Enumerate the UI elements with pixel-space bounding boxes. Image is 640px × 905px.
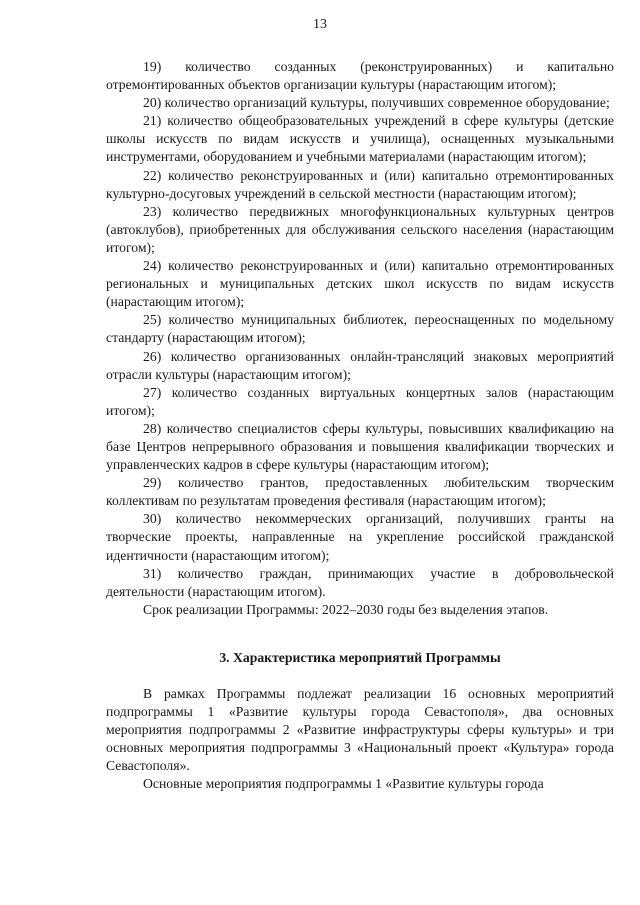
list-item: 25) количество муниципальных библиотек, переоснащенных по модельному стандарту (нарастающим итогом); xyxy=(106,312,614,346)
list-item: 31) количество граждан, принимающих участие в добровольческой деятельности (нарастающим итогом). xyxy=(106,565,614,599)
page-number: 13 xyxy=(313,17,327,32)
list-item: 26) количество организованных онлайн-трансляций знаковых мероприятий отрасли культуры (нарастающим итогом); xyxy=(106,348,614,382)
list-item: 24) количество реконструированных и (или) капитально отремонтированных региональных и муниципальных детских школ искусств по видам искусств (нарастающим итогом); xyxy=(106,258,614,310)
list-item: 22) количество реконструированных и (или) капитально отремонтированных культурно-досуговых учреждений в сельской местности (нарастающим итогом); xyxy=(106,167,614,201)
list-item: 23) количество передвижных многофункциональных культурных центров (автоклубов), приобретенных для обслуживания сельского населения (нарастающим итогом); xyxy=(106,203,614,255)
list-item: 21) количество общеобразовательных учреждений в сфере культуры (детские школы искусств по видам искусств и училища), оснащенных музыкальными инструментами, оборудованием и учебными материалами (нарастающим итогом); xyxy=(106,113,614,165)
list-item: 20) количество организаций культуры, получивших современное оборудование; xyxy=(143,95,610,111)
list-item: 27) количество созданных виртуальных концертных залов (нарастающим итогом); xyxy=(106,384,614,418)
list-item: 19) количество созданных (реконструированных) и капитально отремонтированных объектов организации культуры (нарастающим итогом); xyxy=(106,59,614,93)
list-item: 28) количество специалистов сферы культуры, повысивших квалификацию на базе Центров непрерывного образования и повышения квалификации творческих и управленческих кадров в сфере культуры (нарастающим итогом); xyxy=(106,420,614,473)
list-item: 30) количество некоммерческих организаций, получивших гранты на творческие проекты, направленные на укрепление российской гражданской идентичности (нарастающим итогом); xyxy=(106,511,614,563)
program-term: Срок реализации Программы: 2022–2030 годы без выделения этапов. xyxy=(143,601,549,617)
body-paragraph: В рамках Программы подлежат реализации 16 основных мероприятий подпрограммы 1 «Развитие культуры города Севастополя», два основных мероприятия подпрограммы 2 «Развитие инфраструктуры сферы культуры» и три основных мероприятия подпрограммы 3 «Национальный проект «Культура» города Севастополя». xyxy=(106,686,614,774)
body-paragraph: Основные мероприятия подпрограммы 1 «Развитие культуры города xyxy=(143,776,544,792)
list-item: 29) количество грантов, предоставленных любительским творческим коллективам по результатам проведения фестиваля (нарастающим итогом); xyxy=(106,475,614,509)
document-body xyxy=(106,58,614,794)
section-heading: 3. Характеристика мероприятий Программы xyxy=(219,649,501,665)
